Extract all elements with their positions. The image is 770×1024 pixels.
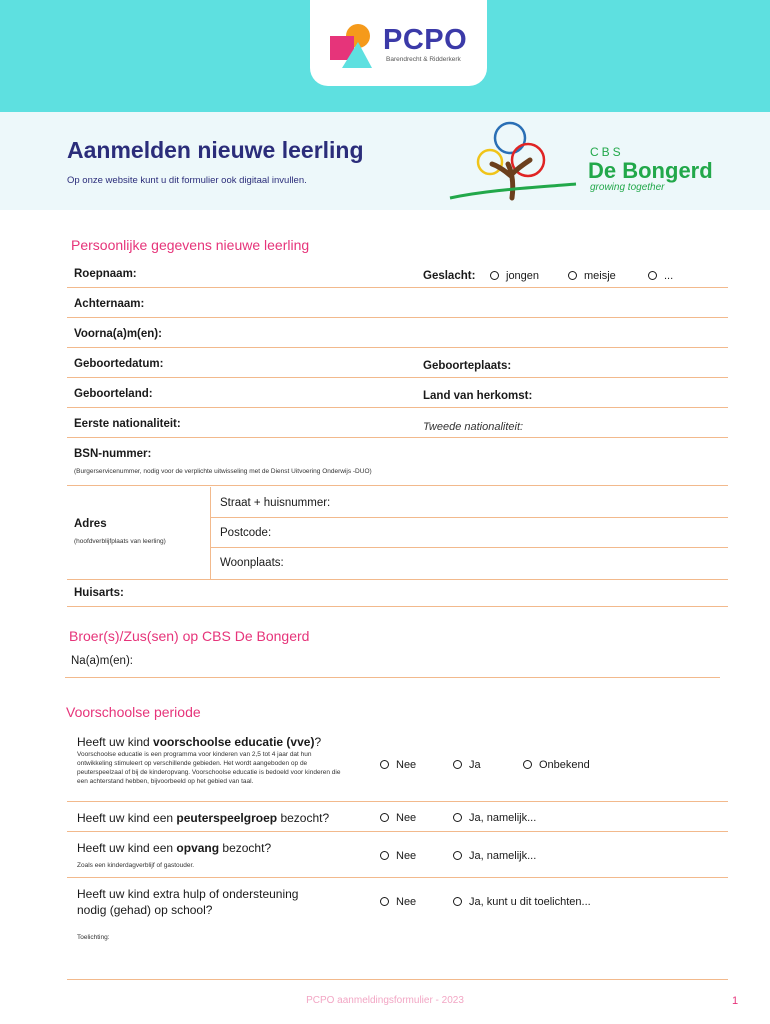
radio-hulp-ja[interactable] <box>453 896 591 908</box>
radio-peuter-nee[interactable] <box>380 812 416 824</box>
label-geslacht: Geslacht: <box>423 270 476 282</box>
label-eerste-nationaliteit: Eerste nationaliteit: <box>74 418 181 430</box>
question-hulp-line2: nodig (gehad) op school? <box>77 903 213 917</box>
row-roepnaam <box>67 258 728 288</box>
label-geboortedatum: Geboortedatum: <box>74 358 164 370</box>
radio-circle-icon <box>453 813 462 822</box>
question-hulp-line1: Heeft uw kind extra hulp of ondersteuning <box>77 887 299 901</box>
row-nationaliteit[interactable] <box>67 408 728 438</box>
radio-circle-icon <box>568 271 577 280</box>
radio-label: Nee <box>396 850 417 862</box>
adres-note: (hoofdverblijfplaats van leerling) <box>74 538 166 545</box>
school-name: De Bongerd <box>588 158 713 183</box>
bsn-note: (Burgerservicenummer, nodig voor de verplichte uitwisseling met de Dienst Uitvoering Onderwijs -DUO) <box>74 468 372 475</box>
radio-circle-icon <box>453 760 462 769</box>
label-achternaam: Achternaam: <box>74 298 145 310</box>
radio-label: Ja <box>469 759 481 771</box>
label-geboorteplaats: Geboorteplaats: <box>423 360 512 372</box>
label-bsn: BSN-nummer: <box>74 448 152 460</box>
radio-peuter-ja[interactable] <box>453 812 536 824</box>
radio-circle-icon <box>453 851 462 860</box>
row-toelichting[interactable] <box>67 926 728 980</box>
vve-note: Voorschoolse educatie is een programma voor kinderen van 2,5 tot 4 jaar dat hun ontwikkeling stimuleert op verschillende gebieden. Het wordt aangeboden op de peuterspeelzaal of bij de kinderopvang. Voorschoolse educatie is bedoeld voor kinderen die een achterstand hebben, bijvoorbeeld op het gebied van taal. <box>77 751 341 785</box>
label-land-herkomst: Land van herkomst: <box>423 390 533 402</box>
row-woonplaats[interactable] <box>211 549 728 579</box>
page-number: 1 <box>732 995 739 1007</box>
label-postcode: Postcode: <box>220 527 272 539</box>
radio-hulp-nee[interactable] <box>380 896 416 908</box>
radio-circle-icon <box>380 851 389 860</box>
label-huisarts: Huisarts: <box>74 587 124 599</box>
radio-label: ... <box>664 270 674 282</box>
page-subtitle: Op onze website kunt u dit formulier ook digitaal invullen. <box>67 175 307 186</box>
label-tweede-nationaliteit: Tweede nationaliteit: <box>423 421 524 433</box>
radio-vve-nee[interactable] <box>380 759 416 771</box>
radio-meisje[interactable] <box>568 270 616 282</box>
radio-circle-icon <box>453 897 462 906</box>
row-opvang <box>67 832 728 878</box>
row-peuterspeelgroep <box>67 802 728 832</box>
row-straat[interactable] <box>211 488 728 518</box>
row-voornamen[interactable] <box>67 318 728 348</box>
radio-label: meisje <box>584 270 616 282</box>
label-geboorteland: Geboorteland: <box>74 388 153 400</box>
section-title-personal: Persoonlijke gegevens nieuwe leerling <box>71 237 310 253</box>
radio-jongen[interactable] <box>490 270 539 282</box>
radio-vve-ja[interactable] <box>453 759 481 771</box>
label-namen: Na(a)m(en): <box>71 655 133 667</box>
row-geboorteland[interactable] <box>67 378 728 408</box>
row-geboortedatum[interactable] <box>67 348 728 378</box>
footer-text: PCPO aanmeldingsformulier - 2023 <box>306 995 464 1006</box>
question-opvang: Heeft uw kind een opvang bezocht? <box>77 841 272 855</box>
radio-opvang-ja[interactable] <box>453 850 536 862</box>
radio-label: Ja, namelijk... <box>469 812 537 824</box>
row-siblings[interactable] <box>65 648 720 678</box>
row-postcode[interactable] <box>211 518 728 548</box>
radio-circle-icon <box>380 760 389 769</box>
section-title-siblings: Broer(s)/Zus(sen) op CBS De Bongerd <box>69 628 310 644</box>
radio-circle-icon <box>380 813 389 822</box>
radio-label: Nee <box>396 812 417 824</box>
school-tagline: growing together <box>590 182 665 193</box>
radio-circle-icon <box>523 760 532 769</box>
radio-label: Ja, namelijk... <box>469 850 537 862</box>
radio-other[interactable] <box>648 270 673 282</box>
section-title-preschool: Voorschoolse periode <box>66 704 201 720</box>
radio-label: Nee <box>396 896 417 908</box>
school-cbs-label: CBS <box>590 145 624 159</box>
label-adres: Adres <box>74 518 107 530</box>
row-huisarts[interactable] <box>67 579 728 607</box>
pcpo-logo-mark-icon <box>328 22 374 70</box>
radio-circle-icon <box>380 897 389 906</box>
radio-label: Ja, kunt u dit toelichten... <box>469 896 591 908</box>
pcpo-logo <box>310 0 487 86</box>
radio-label: jongen <box>506 270 540 282</box>
row-achternaam[interactable] <box>67 288 728 318</box>
pcpo-wordmark: PCPO <box>383 24 468 56</box>
row-bsn[interactable] <box>67 438 728 486</box>
radio-label: Nee <box>396 759 417 771</box>
radio-circle-icon <box>490 271 499 280</box>
pcpo-subtitle: Barendrecht & Ridderkerk <box>386 56 461 63</box>
page-title: Aanmelden nieuwe leerling <box>67 137 364 163</box>
label-woonplaats: Woonplaats: <box>220 557 284 569</box>
row-hulp <box>67 878 728 926</box>
label-voornamen: Voorna(a)m(en): <box>74 328 162 340</box>
radio-opvang-nee[interactable] <box>380 850 416 862</box>
opvang-note: Zoals een kinderdagverblijf of gastouder. <box>77 862 195 869</box>
radio-vve-onbekend[interactable] <box>523 759 590 771</box>
label-toelichting: Toelichting: <box>77 934 110 941</box>
label-roepnaam: Roepnaam: <box>74 268 137 280</box>
question-vve: Heeft uw kind voorschoolse educatie (vve)? <box>77 735 322 749</box>
row-vve <box>67 726 728 802</box>
radio-label: Onbekend <box>539 759 590 771</box>
question-peuterspeelgroep: Heeft uw kind een peuterspeelgroep bezocht? <box>77 811 330 825</box>
label-straat: Straat + huisnummer: <box>220 497 331 509</box>
radio-circle-icon <box>648 271 657 280</box>
